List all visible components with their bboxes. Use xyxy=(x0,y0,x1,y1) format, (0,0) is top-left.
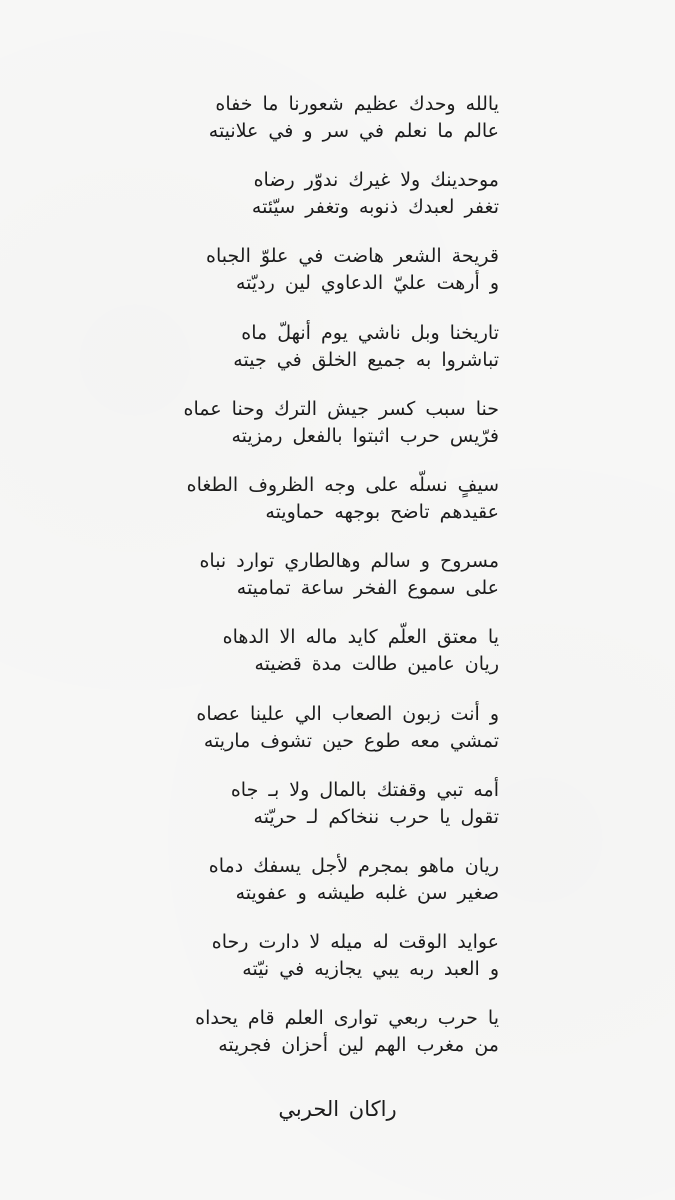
verse-line: عقيدهم تاضح بوجهه حماويته xyxy=(265,500,499,523)
verse-line: عوايد الوقت له ميله لا دارت رحاه xyxy=(211,931,499,954)
verse-line: و أرهت عليّ الدعاوي لين رديّته xyxy=(235,272,499,295)
verse-line: عالم ما نعلم في سر و في علانيته xyxy=(208,120,499,142)
stanza xyxy=(0,166,675,242)
verse-line: على سموع الفخر ساعة تماميته xyxy=(236,577,499,600)
verse-line: يا حرب ربعي توارى العلم قام يحداه xyxy=(195,1007,499,1030)
stanza xyxy=(0,90,675,166)
stanza xyxy=(0,471,675,547)
stanza xyxy=(0,547,675,623)
stanza xyxy=(0,242,675,318)
verse-line: حنا سبب كسر جيش الترك وحنا عماه xyxy=(183,397,499,420)
verse-line: تمشي معه طوع حين تشوف ماريته xyxy=(203,729,499,752)
verse-line: صغير سن غلبه طيشه و عفويته xyxy=(235,881,499,904)
verse-line: قريحة الشعر هاضت في علوّ الجباه xyxy=(206,245,499,268)
verse-line: مسروح و سالم وهالطاري توارد نباه xyxy=(199,550,499,573)
verse-line: تباشروا به جميع الخلق في جيته xyxy=(233,348,499,371)
stanza xyxy=(0,395,675,471)
verse-line: ريان ماهو بمجرم لأجل يسفك دماه xyxy=(208,854,499,877)
verse-line: ريان عامين طالت مدة قضيته xyxy=(254,653,499,676)
poem xyxy=(0,90,675,1080)
stanza xyxy=(0,319,675,395)
verse-line: يالله وحدك عظيم شعورنا ما خفاه xyxy=(215,93,499,115)
stanza xyxy=(0,852,675,928)
stanza xyxy=(0,1004,675,1080)
poet-signature: راكان الحربي xyxy=(278,1097,397,1121)
verse-line: سيفٍ نسلّه على وجه الظروف الطغاه xyxy=(186,473,499,496)
verse-line: أمه تبي وقفتك بالمال ولا بـ جاه xyxy=(230,778,499,801)
verse-line: يا معتق العلّم كايد ماله الا الدهاه xyxy=(222,626,499,649)
verse-line: و أنت زبون الصعاب الي علينا عصاه xyxy=(196,702,499,725)
verse-line: و العبد ربه يبي يجازيه في نيّته xyxy=(242,958,499,981)
stanza xyxy=(0,623,675,699)
verse-line: موحدينك ولا غيرك ندوّر رضاه xyxy=(253,169,499,192)
stanza xyxy=(0,776,675,852)
stanza xyxy=(0,928,675,1004)
verse-line: فرّيس حرب اثبتوا بالفعل رمزيته xyxy=(231,424,499,447)
verse-line: من مغرب الهم لين أحزان فجريته xyxy=(218,1034,499,1057)
verse-line: تغفر لعبدك ذنوبه وتغفر سيّئته xyxy=(251,196,499,219)
verse-line: تاريخنا وبل ناشي يوم أنهلّ ماه xyxy=(241,321,499,344)
verse-line: تقول يا حرب ننخاكم لـ حريّته xyxy=(253,805,499,828)
stanza xyxy=(0,700,675,776)
